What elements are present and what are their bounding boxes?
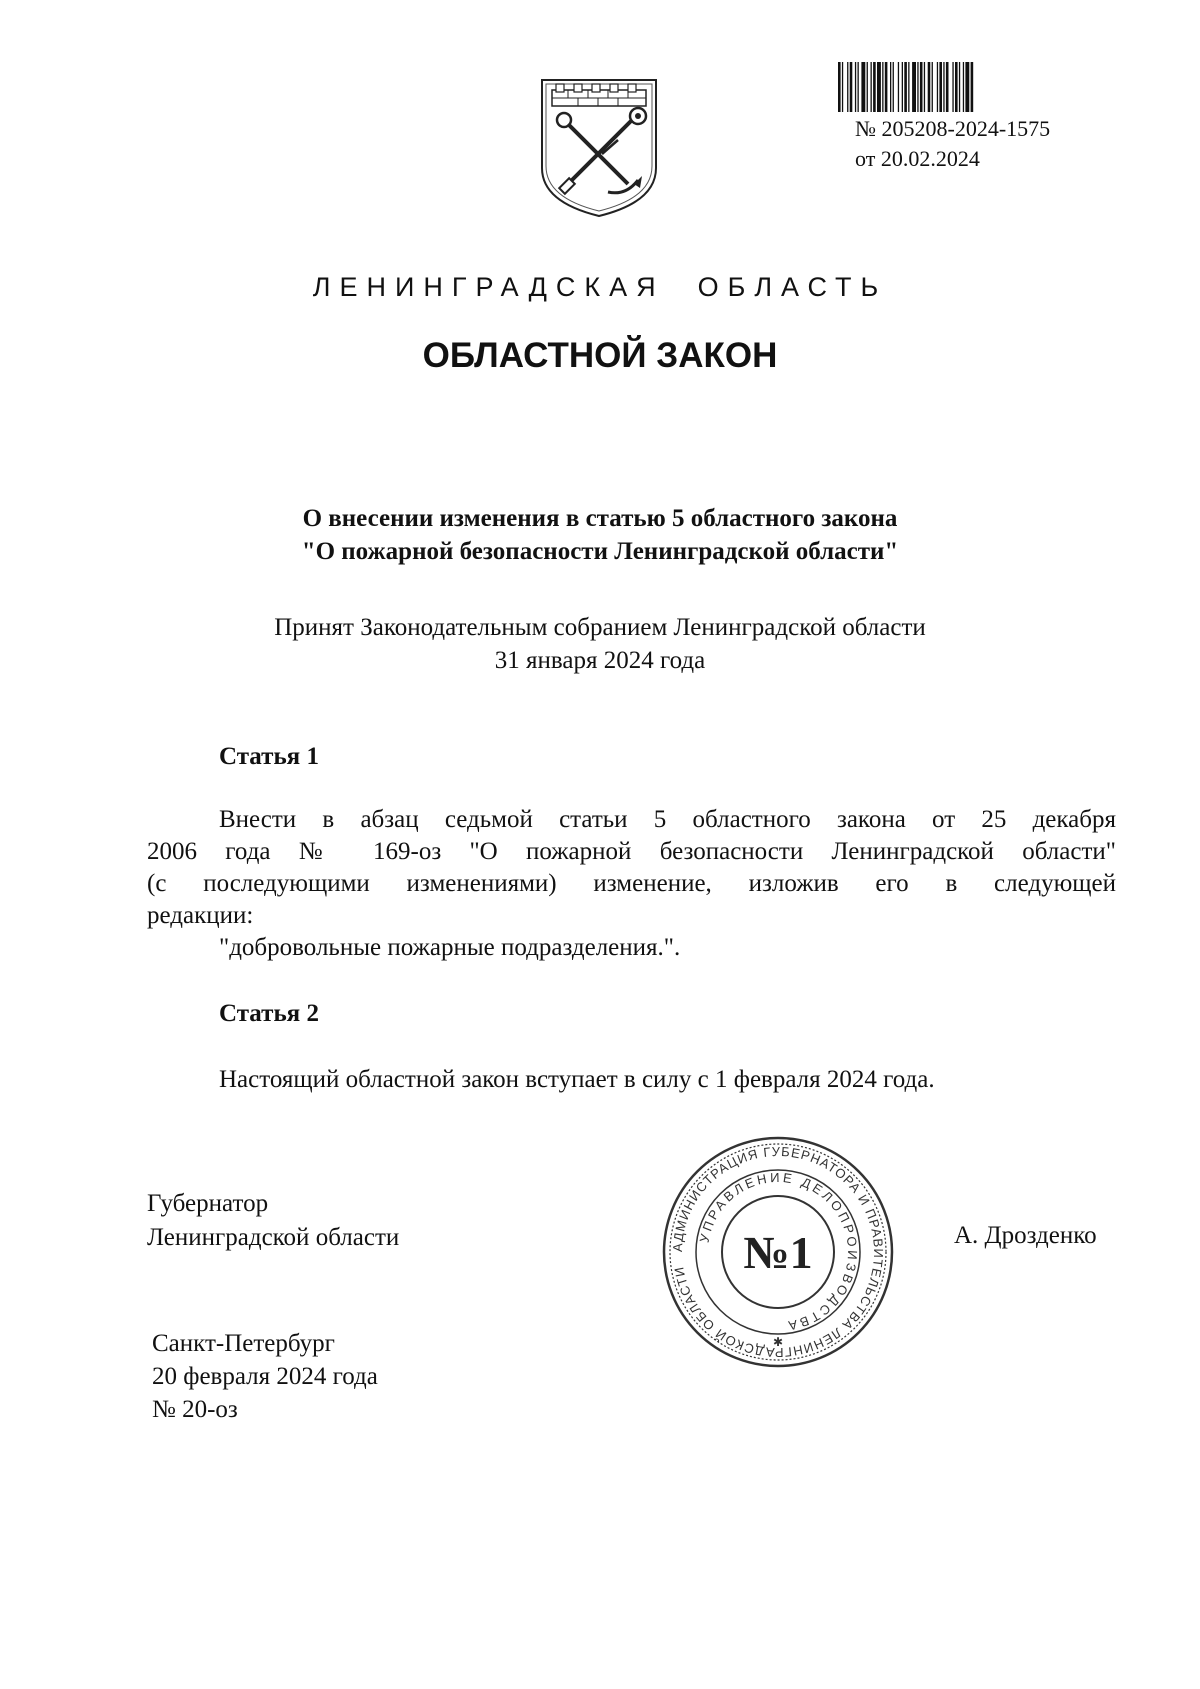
law-number: № 20-оз [152,1396,238,1423]
signing-city: Санкт-Петербург [152,1330,335,1357]
article-1-body [147,804,1116,964]
stamp-inner-text: УПРАВЛЕНИЕ ДЕЛОПРОИЗВОДСТВА [696,1169,861,1334]
law-title-line: "О пожарной безопасности Ленинградской области" [301,538,899,565]
document-registration [855,114,1050,174]
coat-of-arms-emblem [538,76,660,218]
article-1-line: Внести в абзац седьмой статьи 5 областного закона от 25 декабря [219,806,1116,833]
signing-date: 20 февраля 2024 года [152,1363,378,1390]
article-2-text: Настоящий областной закон вступает в силу с 1 февраля 2024 года. [219,1066,935,1093]
document-date: от 20.02.2024 [855,146,980,171]
adoption-line: Принят Законодательным собранием Ленинградской области [274,614,926,641]
signatory-title: Губернатор [147,1190,269,1217]
stamp-center-number: №1 [743,1227,813,1278]
signatory-region: Ленинградской области [147,1224,400,1251]
signatory-name: А. Дрозденко [954,1222,1097,1249]
article-1-line: редакции: [147,902,254,929]
law-title [0,502,1200,568]
signing-details [152,1327,378,1426]
article-2-body [147,1064,1116,1096]
stamp-star-icon: ✱ [772,1335,784,1349]
barcode [838,62,1094,112]
article-1-heading: Статья 1 [219,743,319,770]
adoption-date: 31 января 2024 года [494,647,706,674]
document-number: № 205208-2024-1575 [855,116,1051,141]
article-1-line: (с последующими изменениями) изменение, изложив его в следующей [147,870,1116,897]
article-2-heading: Статья 2 [219,1000,319,1027]
law-type: ОБЛАСТНОЙ ЗАКОН [422,336,778,375]
signatory-position [147,1187,399,1255]
stamp-outer-text: АДМИНИСТРАЦИЯ ГУБЕРНАТОРА И ПРАВИТЕЛЬСТВА ЛЕНИНГРАДСКОЙ ОБЛАСТИ [669,1143,887,1361]
article-1-quote: "добровольные пожарные подразделения.". [219,934,681,961]
official-stamp [658,1132,898,1372]
law-title-line: О внесении изменения в статью 5 областного закона [302,505,898,532]
adoption-note [0,611,1200,677]
region-name: ЛЕНИНГРАДСКАЯ ОБЛАСТЬ [312,272,888,302]
article-1-line: 2006 года № 169-оз "О пожарной безопасности Ленинградской области" [147,838,1116,865]
